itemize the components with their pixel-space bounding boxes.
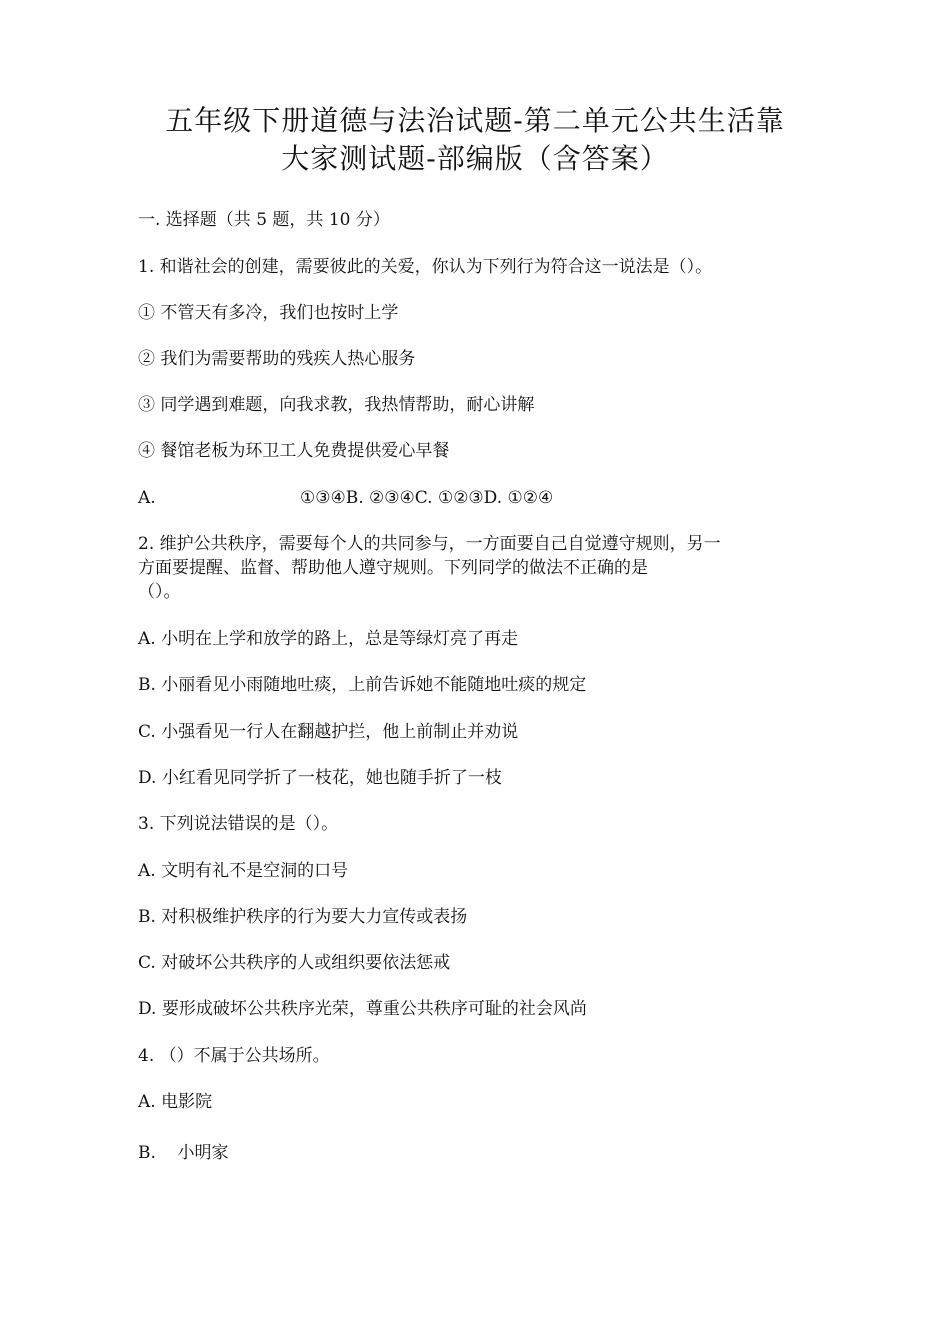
question-3-option-d: D. 要形成破坏公共秩序光荣，尊重公共秩序可耻的社会风尚 <box>138 999 587 1019</box>
question-1-choices-rest: ①③④B. ②③④C. ①②③D. ①②④ <box>300 488 554 508</box>
question-2-option-b: B. 小丽看见小雨随地吐痰，上前告诉她不能随地吐痰的规定 <box>138 675 587 695</box>
question-1-stem: 1. 和谐社会的创建，需要彼此的关爱，你认为下列行为符合这一说法是（）。 <box>138 257 713 277</box>
question-1-item-3: ③ 同学遇到难题，向我求教，我热情帮助，耐心讲解 <box>138 395 535 415</box>
question-2-option-d: D. 小红看见同学折了一枝花，她也随手折了一枝 <box>138 768 502 788</box>
question-2-stem-line-2: 方面要提醒、监督、帮助他人遵守规则。下列同学的做法不正确的是 <box>138 558 648 578</box>
question-1-choices <box>138 486 818 510</box>
document-title-line-1: 五年级下册道德与法治试题-第二单元公共生活靠 <box>165 104 785 137</box>
question-1-item-1: ① 不管天有多冷，我们也按时上学 <box>138 303 399 323</box>
question-2-stem-line-1: 2. 维护公共秩序，需要每个人的共同参与，一方面要自己自觉遵守规则，另一 <box>138 534 721 554</box>
document-title-line-2: 大家测试题-部编版（含答案） <box>281 142 669 175</box>
question-4-stem: 4. （）不属于公共场所。 <box>138 1046 330 1066</box>
question-4-option-a: A. 电影院 <box>138 1092 213 1112</box>
question-4-option-b: B. 小明家 <box>138 1143 229 1163</box>
question-3-option-b: B. 对积极维护秩序的行为要大力宣传或表扬 <box>138 907 468 927</box>
question-3-stem: 3. 下列说法错误的是（）。 <box>138 814 339 834</box>
question-1-item-4: ④ 餐馆老板为环卫工人免费提供爱心早餐 <box>138 441 450 461</box>
question-1-item-2: ② 我们为需要帮助的残疾人热心服务 <box>138 349 416 369</box>
section-heading: 一. 选择题（共 5 题，共 10 分） <box>138 210 390 230</box>
question-2-stem-line-3: （）。 <box>138 582 181 602</box>
question-3-option-c: C. 对破坏公共秩序的人或组织要依法惩戒 <box>138 953 451 973</box>
question-1-choice-label: A. <box>138 488 156 508</box>
question-2-option-c: C. 小强看见一行人在翻越护拦，他上前制止并劝说 <box>138 722 519 742</box>
question-2-option-a: A. 小明在上学和放学的路上，总是等绿灯亮了再走 <box>138 629 519 649</box>
question-3-option-a: A. 文明有礼不是空洞的口号 <box>138 861 349 881</box>
